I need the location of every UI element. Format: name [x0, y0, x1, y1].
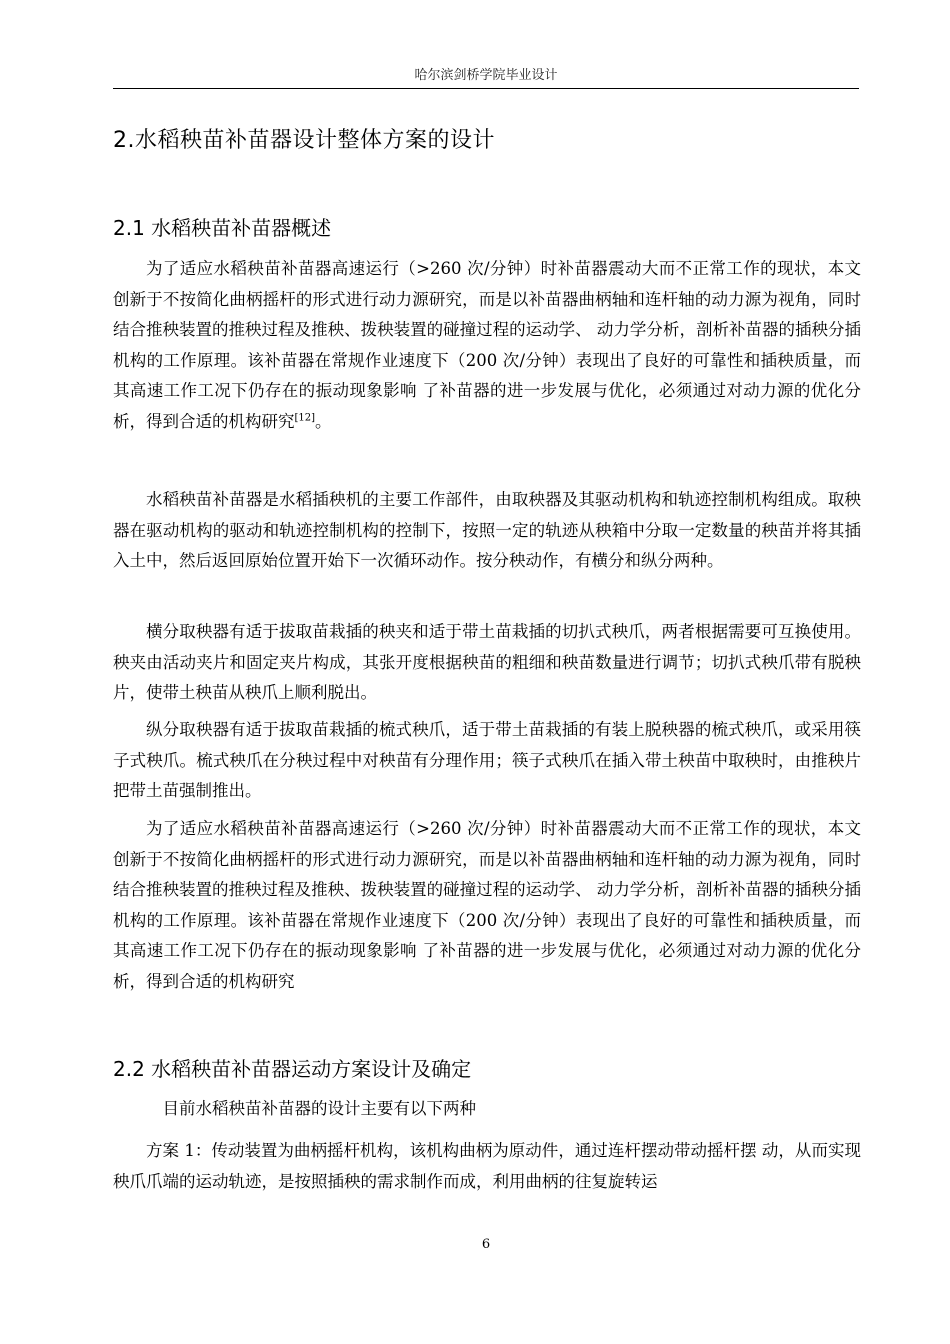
section-2-2-paragraph-2: 方案 1：传动装置为曲柄摇杆机构，该机构曲柄为原动件，通过连杆摆动带动摇杆摆 动，从而实现秧爪爪端的运动轨迹，是按照插秧的需求制作而成，利用曲柄的往复旋转运: [113, 1141, 861, 1191]
section-2-1-title: 2.1 水稻秧苗补苗器概述: [113, 216, 332, 240]
page-number: 6: [481, 1237, 491, 1252]
paragraph-text: 为了适应水稻秧苗补苗器高速运行（>260 次/分钟）时补苗器震动大而不正常工作的现状，本文创新于不按简化曲柄摇杆的形式进行动力源研究，而是以补苗器曲柄轴和连杆轴的动力源为视角，同时结合推秧装置的推秧过程及推秧、拨秧装置的碰撞过程的运动学、 动力学分析，剖析补苗器的插秧分插机构的工作原理。该补苗器在常规作业速度下（200 次/分钟）表现出了良好的可靠性和插秧质量，而其高速工作工况下仍存在的振动现象影响 了补苗器的进一步发展与优化，必须通过对动力源的优化分析，得到合适的机构研究: [113, 259, 861, 431]
section-2-1-paragraph-3: 横分取秧器有适于拔取苗栽插的秧夹和适于带土苗栽插的切扒式秧爪，两者根据需要可互换使用。秧夹由活动夹片和固定夹片构成，其张开度根据秧苗的粗细和秧苗数量进行调节；切扒式秧爪带有脱秧片，使带土秧苗从秧爪上顺利脱出。: [113, 622, 861, 702]
section-2-1-paragraph-2: 水稻秧苗补苗器是水稻插秧机的主要工作部件，由取秧器及其驱动机构和轨迹控制机构组成。取秧器在驱动机构的驱动和轨迹控制机构的控制下，按照一定的轨迹从秧箱中分取一定数量的秧苗并将其插入土中，然后返回原始位置开始下一次循环动作。按分秧动作，有横分和纵分两种。: [113, 490, 861, 570]
page-header: 哈尔滨剑桥学院毕业设计: [414, 68, 558, 83]
section-2-2-paragraph-1: 目前水稻秧苗补苗器的设计主要有以下两种: [162, 1099, 476, 1118]
section-2-1-paragraph-5: 为了适应水稻秧苗补苗器高速运行（>260 次/分钟）时补苗器震动大而不正常工作的现状，本文创新于不按简化曲柄摇杆的形式进行动力源研究，而是以补苗器曲柄轴和连杆轴的动力源为视角，同时结合推秧装置的推秧过程及推秧、拨秧装置的碰撞过程的运动学、 动力学分析，剖析补苗器的插秧分插机构的工作原理。该补苗器在常规作业速度下（200 次/分钟）表现出了良好的可靠性和插秧质量，而其高速工作工况下仍存在的振动现象影响 了补苗器的进一步发展与优化，必须通过对动力源的优化分析，得到合适的机构研究: [113, 819, 861, 991]
header-divider: [113, 88, 859, 89]
section-2-2-title: 2.2 水稻秧苗补苗器运动方案设计及确定: [113, 1057, 472, 1081]
section-2-1-paragraph-1: [113, 254, 861, 437]
section-2-1-paragraph-4: 纵分取秧器有适于拔取苗栽插的梳式秧爪，适于带土苗栽插的有装上脱秧器的梳式秧爪，或采用筷子式秧爪。梳式秧爪在分秧过程中对秧苗有分理作用；筷子式秧爪在插入带土秧苗中取秧时，由推秧片把带土苗强制推出。: [113, 720, 861, 800]
citation-reference: [12]: [294, 412, 316, 423]
chapter-title: 2.水稻秧苗补苗器设计整体方案的设计: [113, 128, 495, 153]
paragraph-end-punct: 。: [315, 411, 332, 431]
